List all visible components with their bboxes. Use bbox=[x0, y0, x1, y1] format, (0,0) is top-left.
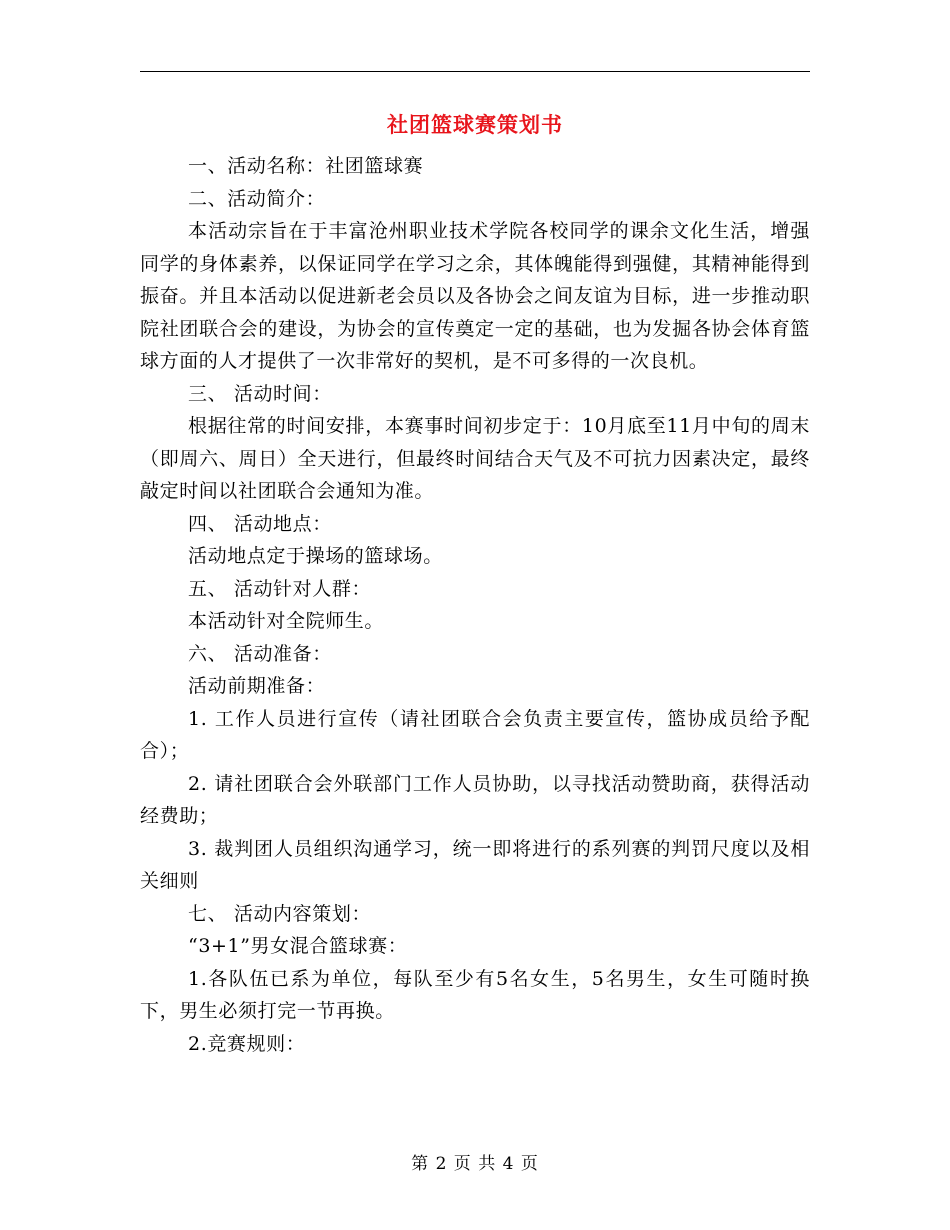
paragraph-intro-heading: 二、活动简介： bbox=[188, 187, 326, 210]
paragraph-intro-body: 本活动宗旨在于丰富沧州职业技术学院各校同学的课余文化生活，增强同学的身体素养，以保证同学在学习之余，其体魄能得到强健，其精神能得到振奋。并且本活动以促进新老会员以及各协会之间友谊为目标，进一步推动职院社团联合会的建设，为协会的宣传奠定一定的基础，也为发掘各协会体育篮球方面的人才提供了一次非常好的契机，是不可多得的一次良机。 bbox=[140, 220, 810, 372]
paragraph-time-body: 根据往常的时间安排，本赛事时间初步定于：10月底至11月中旬的周末（即周六、周日）全天进行，但最终时间结合天气及不可抗力因素决定，最终敲定时间以社团联合会通知为准。 bbox=[140, 415, 810, 502]
paragraph-content-item-1: 1.各队伍已系为单位，每队至少有5名女生，5名男生，女生可随时换下，男生必须打完一节再换。 bbox=[140, 967, 810, 1022]
paragraph-prep-item-1: 1. 工作人员进行宣传（请社团联合会负责主要宣传，篮协成员给予配合）； bbox=[140, 707, 810, 762]
paragraph-content-heading: 七、 活动内容策划： bbox=[188, 902, 372, 925]
page-number-footer: 第 2 页 共 4 页 bbox=[411, 1154, 539, 1174]
header-rule bbox=[140, 71, 810, 72]
paragraph-content-subheading: “3+1”男女混合篮球赛： bbox=[188, 935, 408, 957]
paragraph-audience-heading: 五、 活动针对人群： bbox=[188, 577, 372, 600]
paragraph-content-item-2: 2.竞赛规则： bbox=[188, 1032, 306, 1055]
document-body bbox=[140, 150, 810, 1060]
paragraph-time-heading: 三、 活动时间： bbox=[188, 382, 332, 405]
paragraph-location-body: 活动地点定于操场的篮球场。 bbox=[188, 545, 443, 567]
paragraph-location-heading: 四、 活动地点： bbox=[188, 512, 332, 535]
document-title: 社团篮球赛策划书 bbox=[387, 112, 563, 137]
paragraph-activity-name: 一、活动名称：社团篮球赛 bbox=[188, 155, 424, 177]
paragraph-audience-body: 本活动针对全院师生。 bbox=[188, 610, 385, 632]
paragraph-prep-subheading: 活动前期准备： bbox=[188, 675, 326, 697]
paragraph-prep-item-2: 2. 请社团联合会外联部门工作人员协助，以寻找活动赞助商，获得活动经费助； bbox=[140, 772, 810, 827]
paragraph-prep-item-3: 3. 裁判团人员组织沟通学习，统一即将进行的系列赛的判罚尺度以及相关细则 bbox=[140, 837, 810, 892]
paragraph-prep-heading: 六、 活动准备： bbox=[188, 642, 332, 665]
